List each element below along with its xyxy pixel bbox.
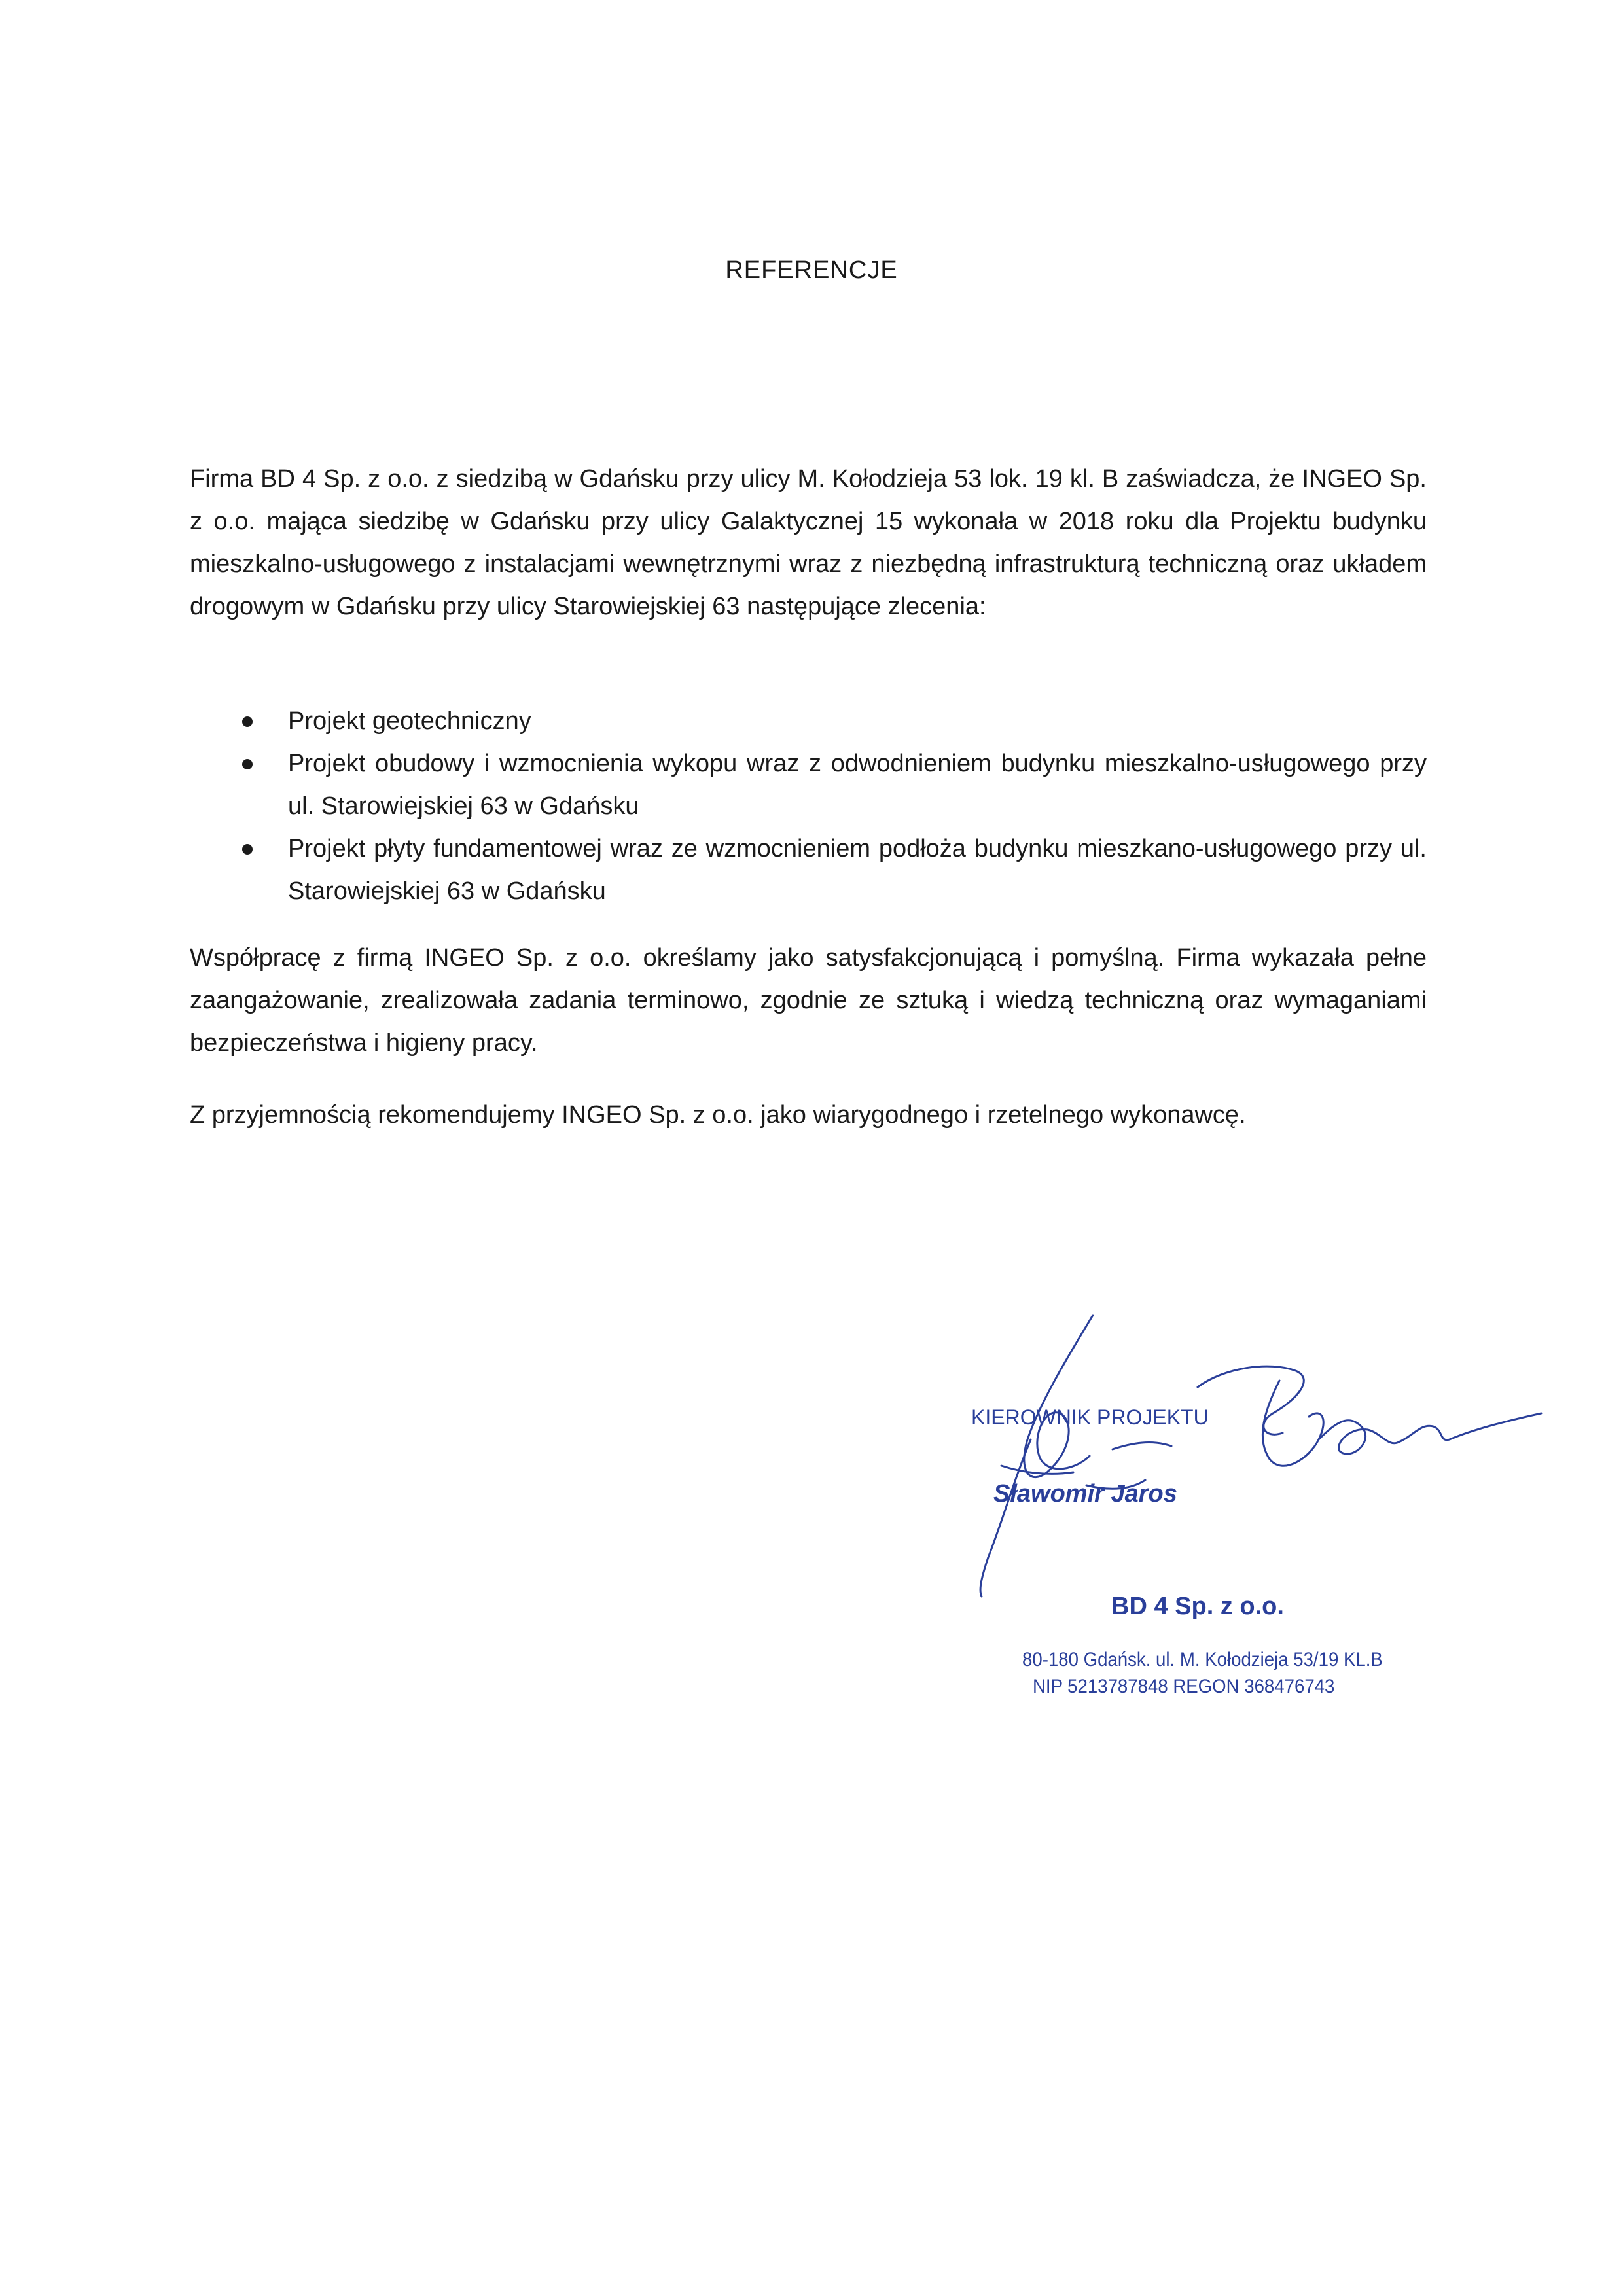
stamp-address: 80-180 Gdańsk. ul. M. Kołodzieja 53/19 KL.B xyxy=(1022,1649,1383,1670)
bullet-icon xyxy=(242,759,253,769)
list-item xyxy=(190,828,1427,913)
list-item-text: Projekt płyty fundamentowej wraz ze wzmocnieniem podłoża budynku mieszkano-usługowego przy ul. Starowiejskiej 63 w Gdańsku xyxy=(288,835,1427,905)
orders-list xyxy=(190,700,1427,913)
list-item xyxy=(190,700,1427,743)
bullet-icon xyxy=(242,844,253,855)
document-title: REFERENCJE xyxy=(725,256,898,284)
stamp-company-name: BD 4 Sp. z o.o. xyxy=(1111,1593,1284,1620)
list-item-text: Projekt geotechniczny xyxy=(288,707,531,735)
stamp-role: KIEROWNIK PROJEKTU xyxy=(971,1405,1209,1429)
cooperation-paragraph: Współpracę z firmą INGEO Sp. z o.o. określamy jako satysfakcjonującą i pomyślną. Firma wykazała pełne zaangażowanie, zrealizowała zadania terminowo, zgodnie ze sztuką i wiedzą techniczną oraz wymaganiami bezpieczeństwa i higieny pracy. xyxy=(190,944,1427,1057)
bullet-icon xyxy=(242,716,253,727)
recommendation-paragraph: Z przyjemnością rekomendujemy INGEO Sp. z o.o. jako wiarygodnego i rzetelnego wykonawcę. xyxy=(190,1101,1246,1129)
list-item-text: Projekt obudowy i wzmocnienia wykopu wraz z odwodnieniem budynku mieszkalno-usługowego przy ul. Starowiejskiej 63 w Gdańsku xyxy=(288,750,1427,820)
list-item xyxy=(190,743,1427,828)
stamp-tax-ids: NIP 5213787848 REGON 368476743 xyxy=(1033,1676,1335,1697)
intro-paragraph: Firma BD 4 Sp. z o.o. z siedzibą w Gdańsku przy ulicy M. Kołodzieja 53 lok. 19 kl. B zaświadcza, że INGEO Sp. z o.o. mająca siedzibę w Gdańsku przy ulicy Galaktycznej 15 wykonała w 2018 roku dla Projektu budynku mieszkalno-usługowego z instalacjami wewnętrznymi wraz z niezbędną infrastrukturą techniczną oraz układem drogowym w Gdańsku przy ulicy Starowiejskiej 63 następujące zlecenia: xyxy=(190,465,1427,620)
stamp-signatory-name: Sławomir Jaros xyxy=(993,1480,1177,1508)
handwritten-signature xyxy=(916,1309,1544,1623)
